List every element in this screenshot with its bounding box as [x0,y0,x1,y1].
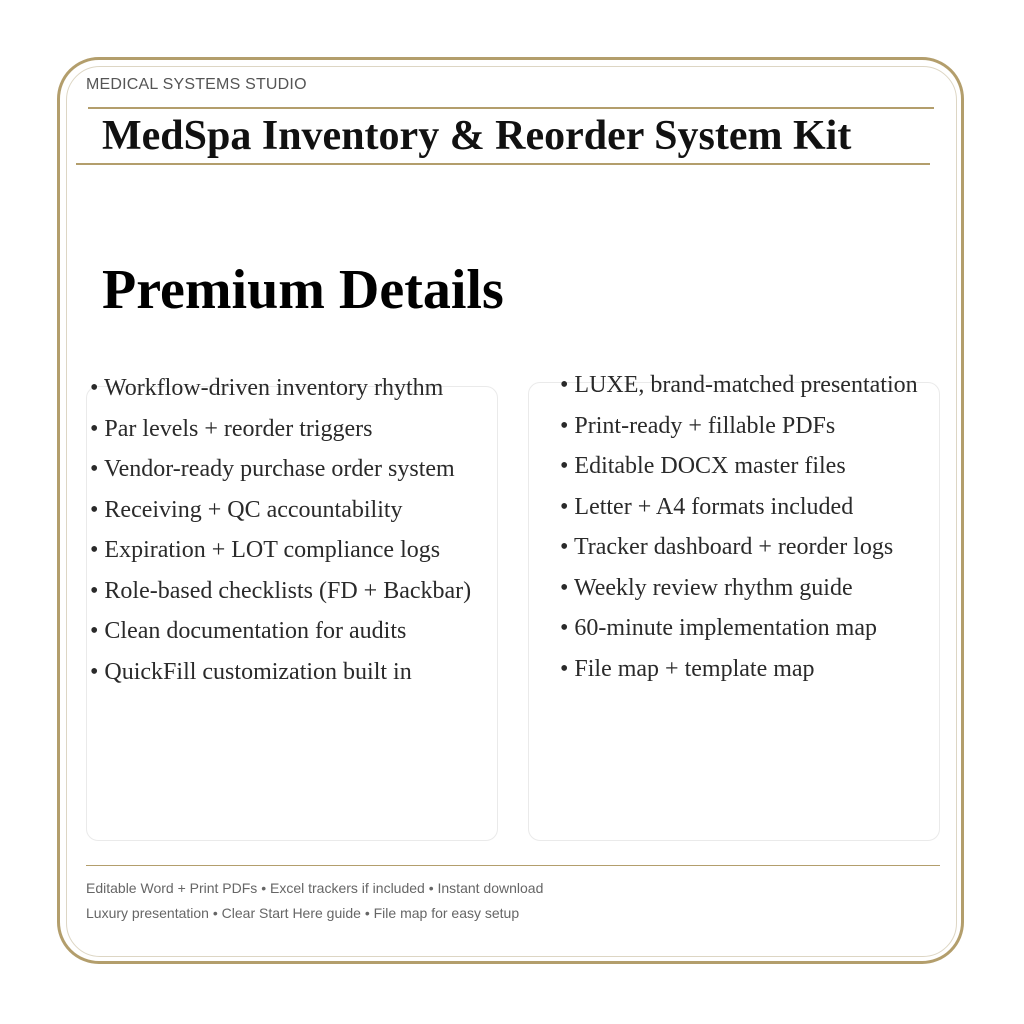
list-item: • Workflow-driven inventory rhythm [90,375,444,401]
footer-line-2: Luxury presentation • Clear Start Here guide • File map for easy setup [86,905,520,921]
list-item: • LUXE, brand-matched presentation [560,372,918,398]
list-item: • QuickFill customization built in [90,658,412,685]
list-item: • Letter + A4 formats included [560,493,854,520]
list-item: • Role-based checklists (FD + Backbar) [90,577,472,604]
list-item: • File map + template map [560,655,815,682]
footer-divider [86,865,940,866]
title-divider [76,163,930,165]
list-item: • Clean documentation for audits [90,618,407,644]
section-heading: Premium Details [102,259,504,321]
left-feature-list [90,368,471,692]
list-item: • Weekly review rhythm guide [560,574,853,601]
list-item: • Print-ready + fillable PDFs [560,412,836,439]
brand-label: MEDICAL SYSTEMS STUDIO [86,76,307,93]
list-item: • Vendor-ready purchase order system [90,456,455,482]
list-item: • Receiving + QC accountability [90,496,403,523]
list-item: • Tracker dashboard + reorder logs [560,534,894,560]
list-item: • Par levels + reorder triggers [90,415,373,442]
list-item: • 60-minute implementation map [560,615,878,641]
top-divider [88,107,934,109]
footer-line-1: Editable Word + Print PDFs • Excel trackers if included • Instant download [86,880,544,896]
list-item: • Expiration + LOT compliance logs [90,537,441,563]
right-feature-list [560,365,918,689]
list-item: • Editable DOCX master files [560,453,846,479]
page-title: MedSpa Inventory & Reorder System Kit [102,113,852,159]
